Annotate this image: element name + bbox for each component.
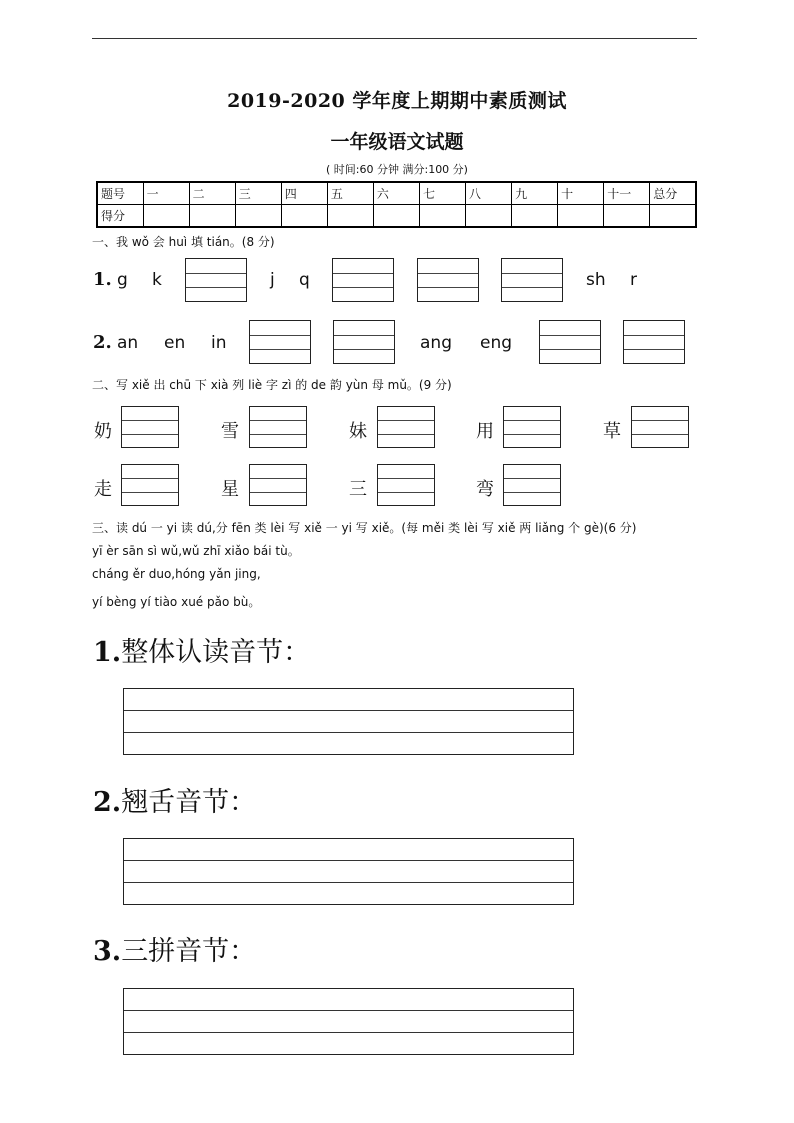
score-cell[interactable] [281,205,327,228]
pinyin-eng: eng [480,333,513,353]
pinyin-answer-box[interactable] [623,320,685,364]
table-cell: 得分 [97,205,143,228]
table-cell: 四 [281,182,327,205]
score-cell[interactable] [419,205,465,228]
writing-area[interactable] [123,838,574,905]
hanzi-char: 走 [94,479,112,500]
pinyin-answer-box[interactable] [332,258,394,302]
score-cell[interactable] [235,205,281,228]
part-heading [93,780,256,819]
score-cell[interactable] [558,205,604,228]
pinyin-answer-box[interactable] [249,320,311,364]
score-cell[interactable] [512,205,558,228]
score-table-score-row [97,205,696,228]
table-cell: 九 [512,182,558,205]
part-number: 2. [93,787,122,818]
part-heading [93,630,310,669]
pinyin-in: in [211,333,227,353]
pinyin-answer-box[interactable] [501,258,563,302]
part-number: 3. [93,936,122,967]
table-cell: 十 [558,182,604,205]
reading-line: cháng ěr duo,hóng yǎn jing, [92,567,261,581]
pinyin-an: an [117,333,139,353]
pinyin-k: k [152,270,162,290]
pinyin-answer-box[interactable] [539,320,601,364]
top-rule [92,38,697,39]
exam-subtitle: 一年级语文试题 [330,131,464,153]
row-number: 1. [93,269,112,290]
hanzi-char: 星 [221,479,239,500]
score-cell[interactable] [373,205,419,228]
pinyin-ang: ang [420,333,452,353]
section3-heading: 三、读 dú 一 yi 读 dú,分 fēn 类 lèi 写 xiě 一 yi 写 xiě。(每 měi 类 lèi 写 xiě 两 liǎng 个 gè)(6 分) [92,521,637,535]
score-cell[interactable] [327,205,373,228]
final-answer-box[interactable] [377,464,435,506]
final-answer-box[interactable] [249,406,307,448]
hanzi-char: 弯 [476,479,494,500]
final-answer-box[interactable] [503,464,561,506]
pinyin-answer-box[interactable] [417,258,479,302]
exam-title: 2019-2020 学年度上期期中素质测试 [227,90,567,112]
final-answer-box[interactable] [121,464,179,506]
table-cell: 八 [466,182,512,205]
pinyin-g: g [117,270,128,290]
part-label: 翘舌音节： [121,787,257,818]
table-cell: 题号 [97,182,143,205]
hanzi-char: 雪 [221,421,239,442]
hanzi-char: 用 [476,421,494,442]
final-answer-box[interactable] [377,406,435,448]
pinyin-answer-box[interactable] [333,320,395,364]
hanzi-char: 三 [349,479,367,500]
table-cell: 六 [373,182,419,205]
table-cell: 十一 [604,182,650,205]
reading-line: yī èr sān sì wǔ,wǔ zhī xiǎo bái tù。 [92,544,300,558]
score-cell[interactable] [143,205,189,228]
part-label: 三拼音节： [121,936,257,967]
score-cell[interactable] [650,205,696,228]
score-cell[interactable] [466,205,512,228]
hanzi-char: 奶 [94,421,112,442]
writing-area[interactable] [123,688,574,755]
table-cell: 一 [143,182,189,205]
pinyin-r: r [630,270,637,290]
score-table [96,181,697,228]
hanzi-char: 草 [603,421,621,442]
writing-area[interactable] [123,988,574,1055]
score-cell[interactable] [189,205,235,228]
score-table-header-row [97,182,696,205]
pinyin-sh: sh [586,270,606,290]
table-cell: 五 [327,182,373,205]
row-number: 2. [93,332,112,353]
final-answer-box[interactable] [121,406,179,448]
hanzi-char: 妹 [349,421,367,442]
final-answer-box[interactable] [631,406,689,448]
pinyin-en: en [164,333,186,353]
part-number: 1. [93,637,122,668]
table-cell: 总分 [650,182,696,205]
section1-heading: 一、我 wǒ 会 huì 填 tián。(8 分) [92,235,275,249]
table-cell: 三 [235,182,281,205]
pinyin-answer-box[interactable] [185,258,247,302]
final-answer-box[interactable] [503,406,561,448]
final-answer-box[interactable] [249,464,307,506]
section2-heading: 二、写 xiě 出 chū 下 xià 列 liè 字 zì 的 de 韵 yùn 母 mǔ。(9 分) [92,378,452,392]
table-cell: 七 [419,182,465,205]
reading-line: yí bèng yí tiào xué pǎo bù。 [92,595,261,609]
exam-meta: ( 时间:60 分钟 满分:100 分) [326,163,468,176]
part-heading [93,929,256,968]
pinyin-j: j [270,270,275,290]
score-cell[interactable] [604,205,650,228]
table-cell: 二 [189,182,235,205]
part-label: 整体认读音节： [121,637,311,668]
pinyin-q: q [299,270,310,290]
